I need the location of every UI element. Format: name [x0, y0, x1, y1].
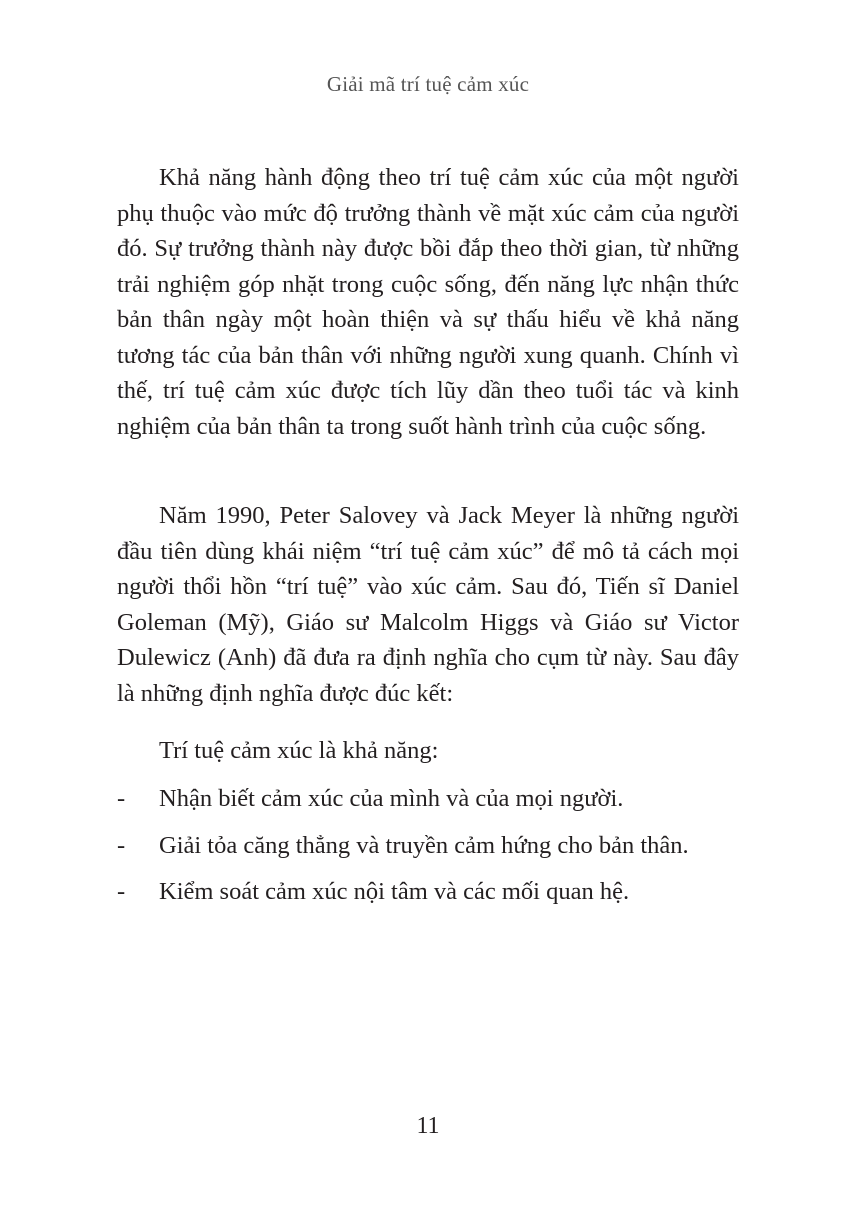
list-item [117, 828, 739, 864]
running-header: Giải mã trí tuệ cảm xúc [326, 72, 530, 96]
definition-list [117, 781, 739, 921]
bullet-dash: - [117, 831, 126, 859]
list-item-text: Kiểm soát cảm xúc nội tâm và các mối quan hệ. [159, 878, 630, 905]
page-number: 11 [416, 1113, 440, 1139]
list-item [117, 781, 739, 817]
list-item-text: Giải tỏa căng thẳng và truyền cảm hứng cho bản thân. [159, 831, 689, 859]
list-intro: Trí tuệ cảm xúc là khả năng: [159, 737, 439, 764]
paragraph-1: Khả năng hành động theo trí tuệ cảm xúc của một người phụ thuộc vào mức độ trưởng thành về mặt xúc cảm của người đó. Sự trưởng thành này được bồi đắp theo thời gian, từ những trải nghiệm góp nhặt trong cuộc sống, đến năng lực nhận thức bản thân ngày một hoàn thiện và sự thấu hiểu về khả năng tương tác của bản thân với những người xung quanh. Chính vì thế, trí tuệ cảm xúc được tích lũy dần theo tuổi tác và kinh nghiệm của bản thân ta trong suốt hành trình của cuộc sống. [117, 164, 739, 440]
list-item-text: Nhận biết cảm xúc của mình và của mọi người. [159, 785, 624, 812]
list-item [117, 874, 739, 910]
bullet-dash: - [117, 785, 126, 812]
paragraph-2: Năm 1990, Peter Salovey và Jack Meyer là những người đầu tiên dùng khái niệm “trí tuệ cảm xúc” để mô tả cách mọi người thổi hồn “trí tuệ” vào xúc cảm. Sau đó, Tiến sĩ Daniel Goleman (Mỹ), Giáo sư Malcolm Higgs và Giáo sư Victor Dulewicz (Anh) đã đưa ra định nghĩa cho cụm từ này. Sau đây là những định nghĩa được đúc kết: [117, 502, 739, 707]
bullet-dash: - [117, 878, 126, 905]
